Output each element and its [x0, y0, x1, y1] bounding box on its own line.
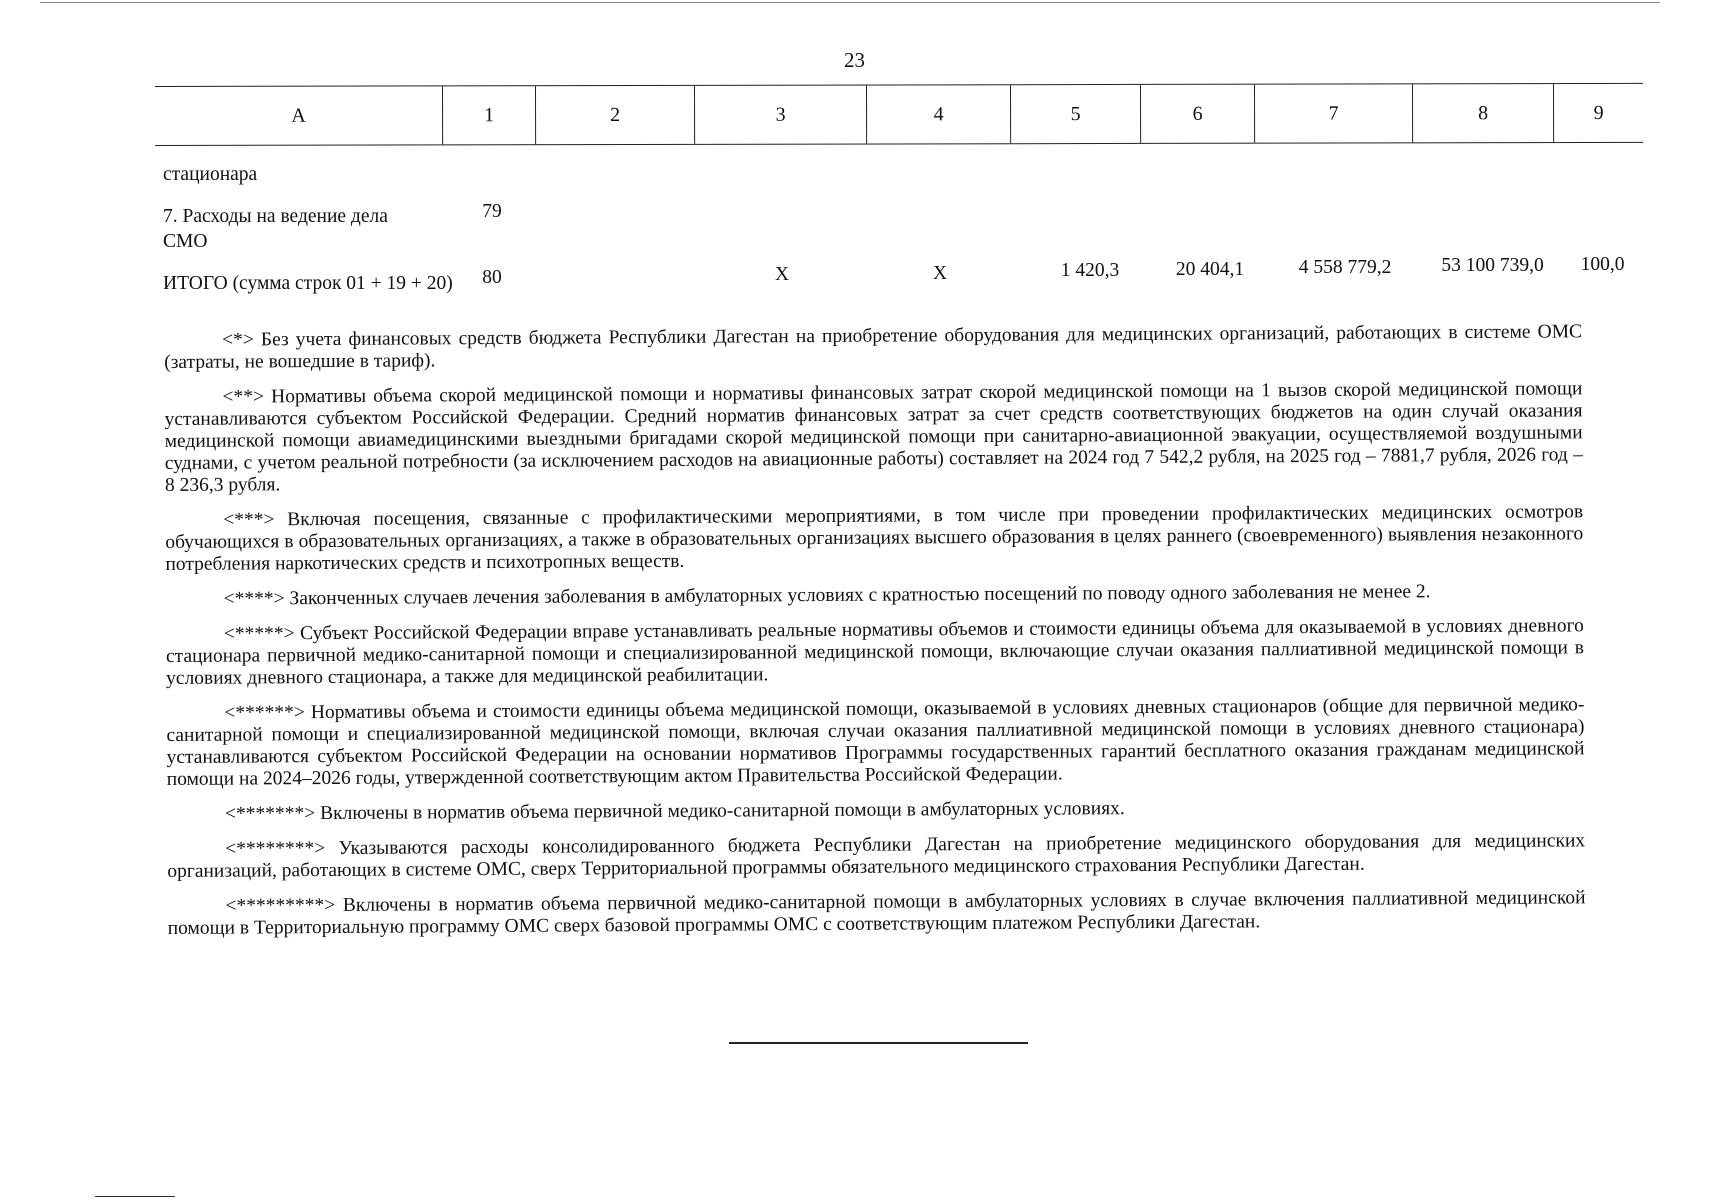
header-cell-1: 1: [442, 86, 535, 144]
table-cell-col5: 1 420,3: [1060, 260, 1120, 281]
table-cell-col9: 100,0: [1580, 254, 1625, 275]
header-cell-8: 8: [1412, 84, 1553, 142]
footnotes: [164, 321, 1586, 953]
scan-edge-line-top: [40, 2, 1660, 3]
footnote-7: <*******> Включены в норматив объема первичной медико-санитарной помощи в амбулаторных условиях.: [224, 798, 1125, 825]
end-separator-line: [729, 1042, 1028, 1044]
footnote-6: <******> Нормативы объема и стоимости единицы объема медицинской помощи, оказываемой в условиях дневных стационаров (общие для первичной медико-санитарной помощи и специализированной медицинской помощи, включая случаи оказания паллиативной медицинской помощи в условиях дневного стационара) устанавливаются субъектом Российской Федерации на основании нормативов Программы государственных гарантий бесплатного оказания гражданам медицинской помощи на 2024–2026 годы, утвержденной соответствующим актом Правительства Российской Федерации.: [166, 694, 1585, 790]
table-row-label: 7. Расходы на ведение дела СМО: [163, 206, 388, 252]
footnote-8: <********> Указываются расходы консолидированного бюджета Республики Дагестан на приобретение медицинского оборудования для медицинских организаций, работающих в системе ОМС, сверх Территориальной программы обязательного медицинского страхования Республики Дагестан.: [167, 830, 1586, 882]
footnote-3: <***> Включая посещения, связанные с профилактическими мероприятиями, в том числе при проведении профилактических медицинских осмотров обучающихся в образовательных организациях, а также в образовательных организациях высшего образования в целях раннего (своевременного) выявления незаконного потребления наркотических средств и психотропных веществ.: [165, 501, 1584, 575]
table-header: [155, 83, 1643, 146]
table-row-code: 80: [482, 267, 502, 288]
table-cell-col3: Х: [774, 264, 790, 285]
header-cell-7: 7: [1254, 84, 1412, 142]
table-row-code: 79: [482, 201, 502, 222]
page-number: 23: [844, 48, 865, 72]
header-cell-9: 9: [1553, 84, 1643, 142]
table-cell-col7: 4 558 779,2: [1298, 257, 1392, 278]
header-cell-6: 6: [1140, 85, 1254, 143]
footnote-1: <*> Без учета финансовых средств бюджета Республики Дагестан на приобретение оборудования для медицинских организаций, работающих в системе ОМС (затраты, не вошедшие в тариф).: [164, 321, 1583, 373]
header-cell-a: A: [291, 104, 306, 127]
header-cell-4: 4: [866, 85, 1010, 143]
footnote-2: <**> Нормативы объема скорой медицинской помощи и нормативы финансовых затрат скорой медицинской помощи на 1 вызов скорой медицинской помощи устанавливаются субъектом Российской Федерации. Средний норматив финансовых затрат за счет средств соответствующих бюджетов на один случай оказания медицинской помощи авиамедицинскими выездными бригадами скорой медицинской помощи при санитарно-авиационной эвакуации, осуществляемой воздушными суднами, с учетом реальной потребности (за исключением расходов на авиационные работы) составляет на 2024 год 7 542,2 рубля, на 2025 год – 7881,7 рубля, 2026 год – 8 236,3 рубля.: [164, 378, 1583, 496]
table-row-label: ИТОГО (сумма строк 01 + 19 + 20): [163, 273, 453, 294]
table-cell-col6: 20 404,1: [1175, 259, 1245, 280]
footnote-9: <*********> Включены в норматив объема первичной медико-санитарной помощи в амбулаторных условиях в случае включения паллиативной медицинской помощи в Территориальную программу ОМС сверх базовой программы ОМС с соответствующим платежом Республики Дагестан.: [167, 887, 1586, 939]
footnote-5: <*****> Субъект Российской Федерации вправе устанавливать реальные нормативы объемов и стоимости единицы объема для оказываемой в условиях дневного стационара первичной медико-санитарной помощи и специализированной медицинской помощи, включающие случаи оказания паллиативной медицинской помощи в условиях дневного стационара, а также для медицинской реабилитации.: [165, 615, 1585, 689]
header-cell-5: 5: [1010, 85, 1140, 143]
footnote-4: <****> Законченных случаев лечения заболевания в амбулаторных условиях с кратностью посещений по поводу одного заболевания не менее 2.: [223, 581, 1431, 610]
header-cell-3: 3: [694, 86, 866, 144]
table-cell-col8: 53 100 739,0: [1441, 255, 1544, 276]
table-cell-col4: Х: [932, 263, 948, 284]
table-row-label: стационара: [163, 164, 258, 185]
scan-edge-line-bottom: [95, 1196, 175, 1197]
header-cell-2: 2: [535, 86, 694, 144]
